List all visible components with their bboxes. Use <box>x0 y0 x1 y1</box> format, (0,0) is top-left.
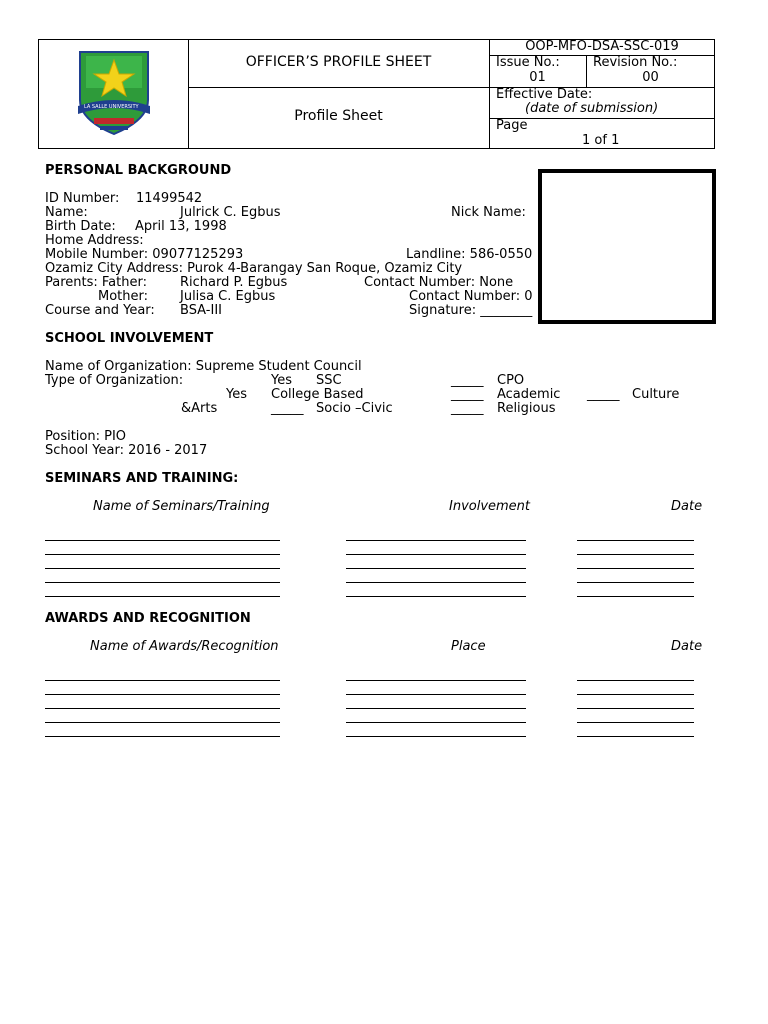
award-place-blank <box>346 708 526 709</box>
ozamiz-address-line: Ozamiz City Address: Purok 4-Barangay San Roque, Ozamiz City <box>45 261 463 276</box>
seminar-involvement-blank <box>346 554 526 555</box>
option-blank: _____ <box>271 401 304 416</box>
award-place-blank <box>346 680 526 681</box>
awards-col-name: Name of Awards/Recognition <box>90 639 279 654</box>
awards-col-place: Place <box>451 639 486 654</box>
home-address-label: Home Address: <box>45 233 144 248</box>
doc-code: OOP-MFO-DSA-SSC-019 <box>525 39 679 54</box>
yes-mark: Yes <box>226 387 247 402</box>
revision-value: 00 <box>642 70 659 85</box>
effective-value: (date of submission) <box>525 101 659 116</box>
award-place-blank <box>346 722 526 723</box>
photo-box <box>538 169 716 324</box>
seminar-date-blank <box>577 540 694 541</box>
option-ssc: SSC <box>316 373 342 388</box>
award-name-blank <box>45 680 280 681</box>
father-contact: Contact Number: None <box>364 275 514 290</box>
issue-value: 01 <box>529 70 546 85</box>
yes-mark: Yes <box>271 373 292 388</box>
name-value: Julrick C. Egbus <box>180 205 281 220</box>
course-value: BSA-III <box>180 303 222 318</box>
position-line: Position: PIO <box>45 429 127 444</box>
option-blank: _____ <box>587 387 620 402</box>
option-academic: Academic <box>497 387 561 402</box>
birth-label: Birth Date: <box>45 219 116 234</box>
option-blank: _____ <box>451 373 484 388</box>
option-socio-civic: Socio –Civic <box>316 401 393 416</box>
mother-value: Julisa C. Egbus <box>180 289 276 304</box>
award-date-blank <box>577 736 694 737</box>
parents-label: Parents: Father: <box>45 275 147 290</box>
seminars-col-name: Name of Seminars/Training <box>93 499 270 514</box>
award-date-blank <box>577 680 694 681</box>
award-name-blank <box>45 694 280 695</box>
seminar-involvement-blank <box>346 540 526 541</box>
seminar-involvement-blank <box>346 582 526 583</box>
award-date-blank <box>577 708 694 709</box>
seminar-name-blank <box>45 540 280 541</box>
seminar-name-blank <box>45 582 280 583</box>
organization-type-label: Type of Organization: <box>45 373 184 388</box>
document-subtitle: Profile Sheet <box>294 108 383 124</box>
mother-label: Mother: <box>98 289 149 304</box>
signature-line: Signature: ________ <box>409 303 533 318</box>
awards-col-date: Date <box>671 639 703 654</box>
involvement-heading: SCHOOL INVOLVEMENT <box>45 331 214 346</box>
seminars-col-involvement: Involvement <box>449 499 531 514</box>
seminars-col-date: Date <box>671 499 703 514</box>
seminar-date-blank <box>577 596 694 597</box>
award-date-blank <box>577 722 694 723</box>
nickname-label: Nick Name: <box>451 205 526 220</box>
seminars-heading: SEMINARS AND TRAINING: <box>45 471 239 486</box>
award-name-blank <box>45 736 280 737</box>
seminar-involvement-blank <box>346 596 526 597</box>
award-place-blank <box>346 736 526 737</box>
effective-label: Effective Date: <box>496 87 593 102</box>
header-divider <box>188 87 489 88</box>
personal-heading: PERSONAL BACKGROUND <box>45 163 232 178</box>
option-college-based: College Based <box>271 387 364 402</box>
award-place-blank <box>346 694 526 695</box>
seminar-name-blank <box>45 554 280 555</box>
option-arts: &Arts <box>181 401 218 416</box>
birth-value: April 13, 1998 <box>135 219 227 234</box>
seminar-name-blank <box>45 596 280 597</box>
seminar-date-blank <box>577 568 694 569</box>
option-religious: Religious <box>497 401 556 416</box>
logo-text: LA SALLE UNIVERSITY <box>84 104 139 110</box>
revision-label: Revision No.: <box>593 55 678 70</box>
university-logo <box>74 48 154 140</box>
award-name-blank <box>45 708 280 709</box>
page-label: Page <box>496 118 528 133</box>
document-title: OFFICER’S PROFILE SHEET <box>245 54 432 70</box>
mobile-line: Mobile Number: 09077125293 <box>45 247 244 262</box>
option-cpo: CPO <box>497 373 525 388</box>
awards-heading: AWARDS AND RECOGNITION <box>45 611 251 626</box>
award-date-blank <box>577 694 694 695</box>
landline-line: Landline: 586-0550 <box>406 247 533 262</box>
id-value: 11499542 <box>136 191 203 206</box>
award-name-blank <box>45 722 280 723</box>
seminar-date-blank <box>577 582 694 583</box>
course-label: Course and Year: <box>45 303 155 318</box>
option-culture: Culture <box>632 387 680 402</box>
school-year-line: School Year: 2016 - 2017 <box>45 443 208 458</box>
issue-label: Issue No.: <box>496 55 560 70</box>
organization-line: Name of Organization: Supreme Student Council <box>45 359 362 374</box>
mother-contact: Contact Number: 0 <box>409 289 533 304</box>
option-blank: _____ <box>451 401 484 416</box>
seminar-date-blank <box>577 554 694 555</box>
option-blank: _____ <box>451 387 484 402</box>
seminar-name-blank <box>45 568 280 569</box>
id-label: ID Number: <box>45 191 120 206</box>
page-value: 1 of 1 <box>582 133 620 148</box>
father-value: Richard P. Egbus <box>180 275 288 290</box>
name-label: Name: <box>45 205 88 220</box>
seminar-involvement-blank <box>346 568 526 569</box>
